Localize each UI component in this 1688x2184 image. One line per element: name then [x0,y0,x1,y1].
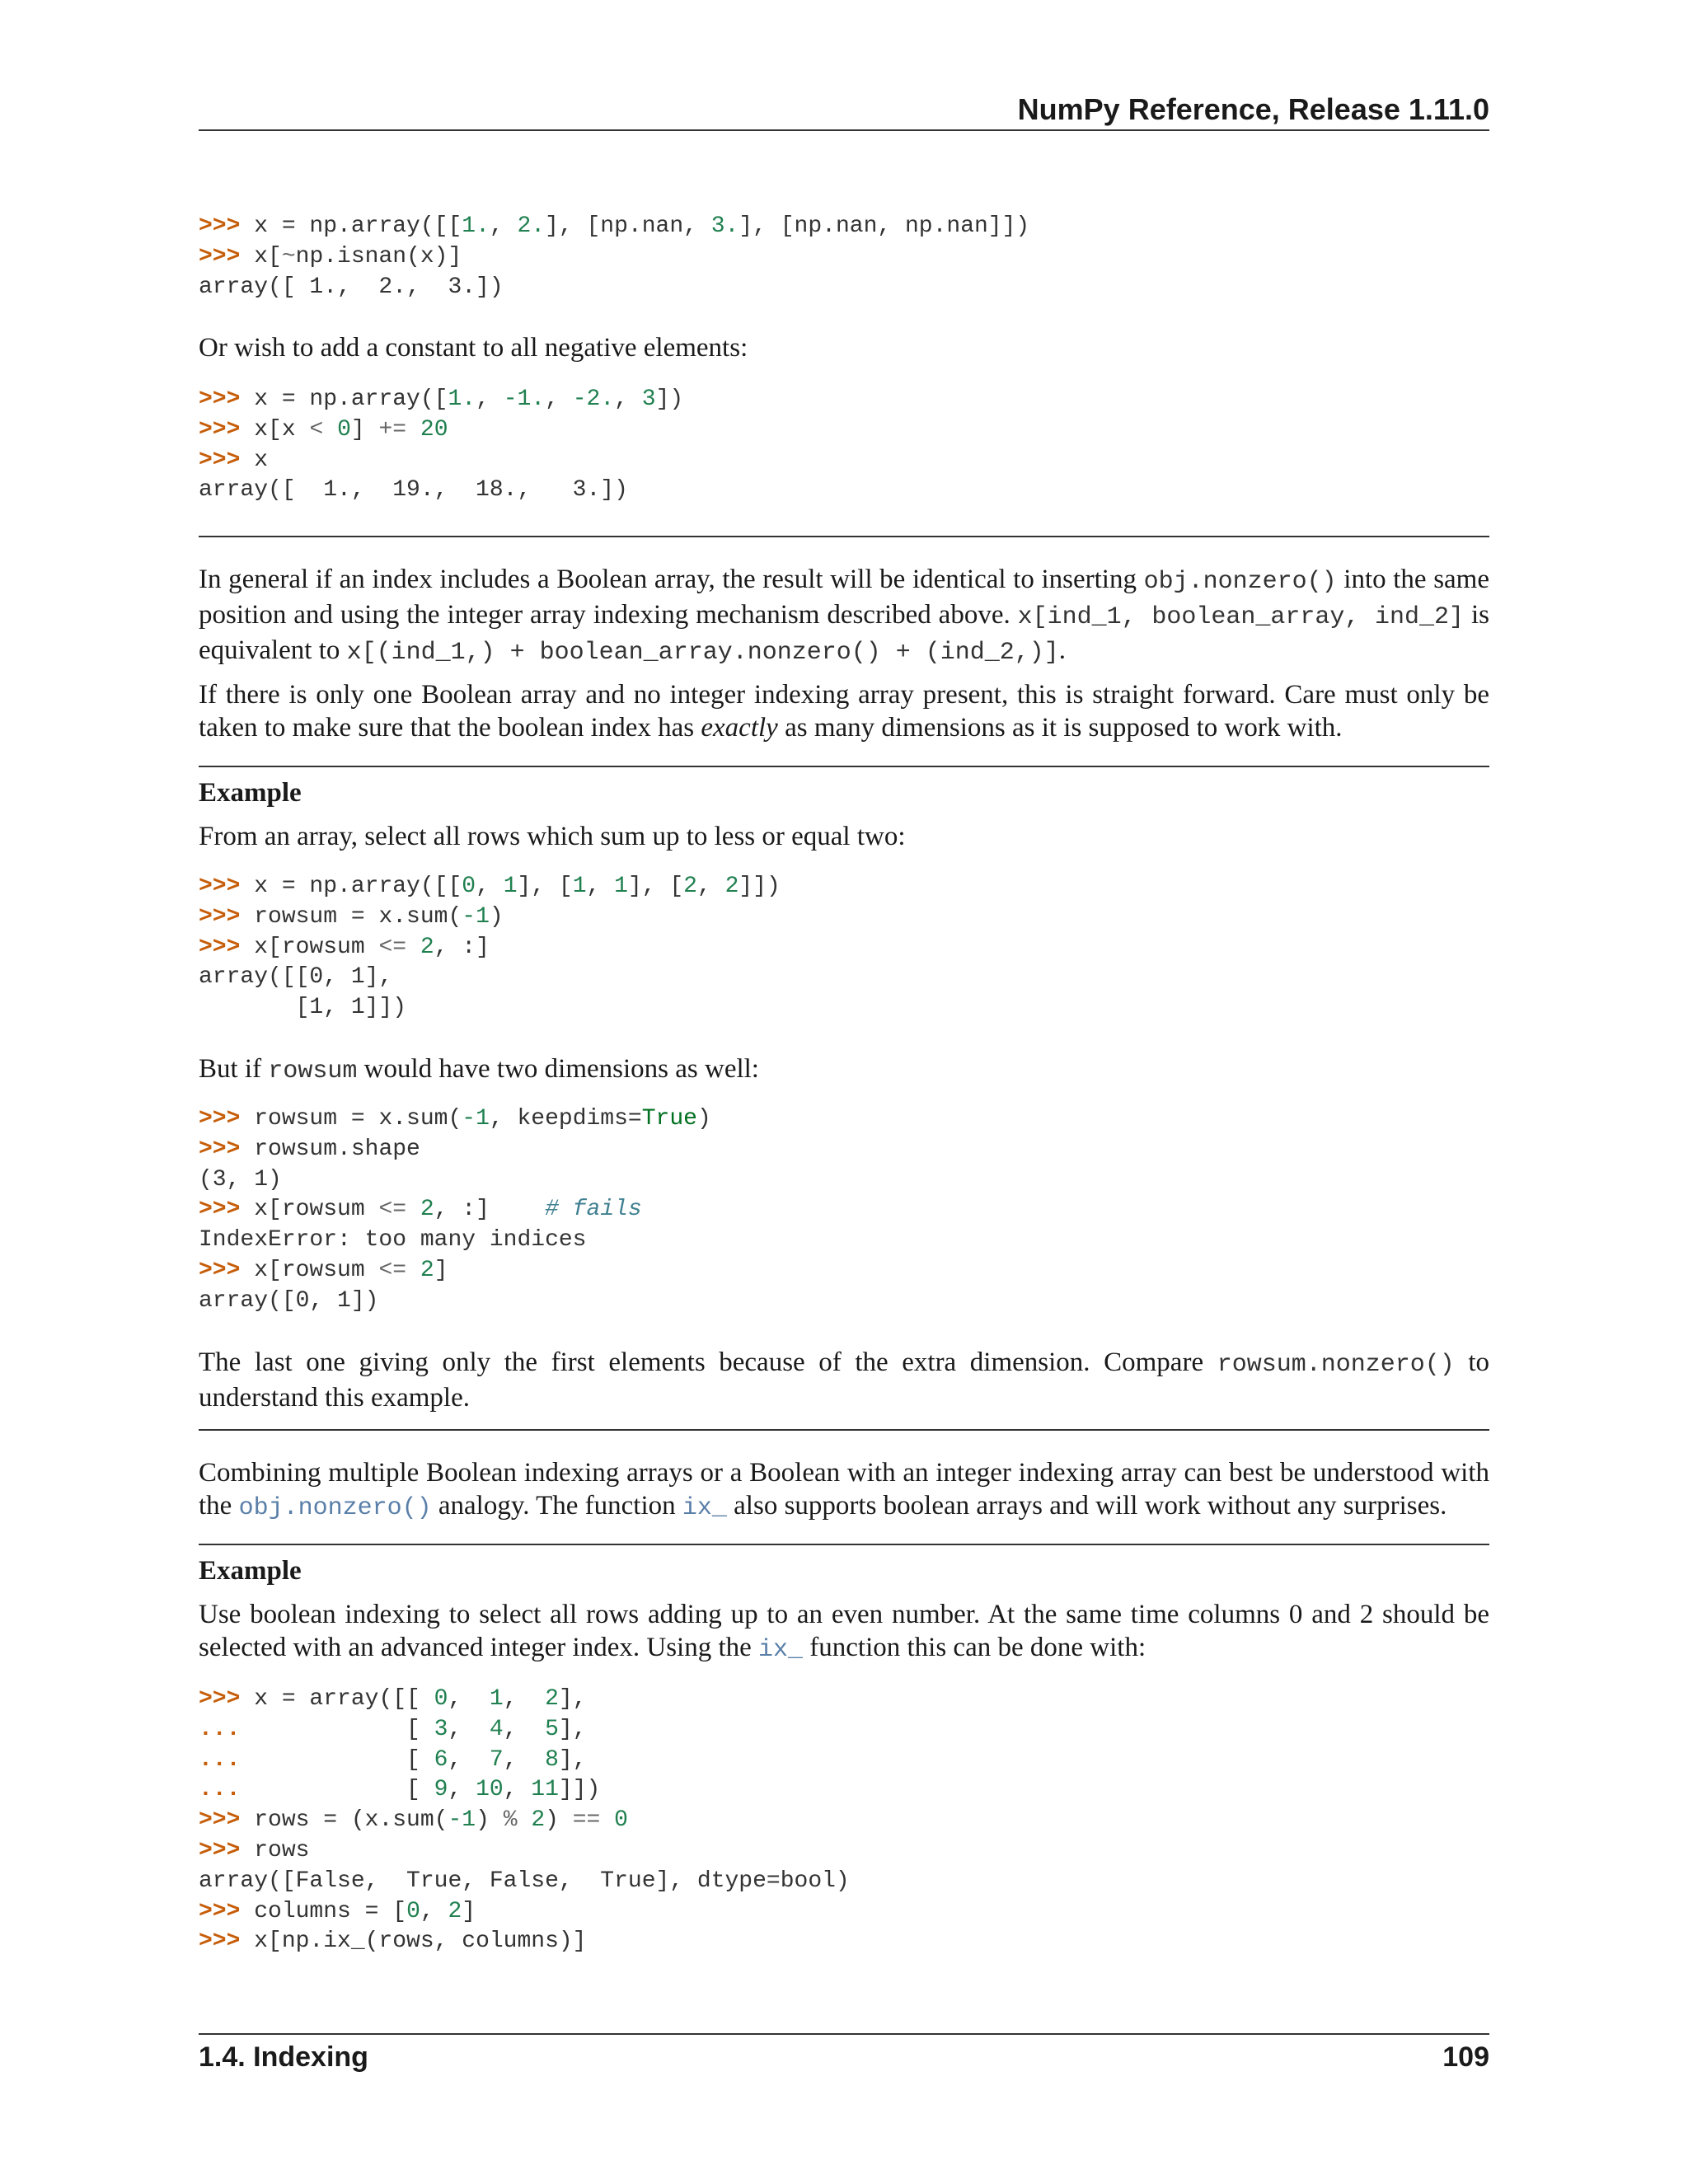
paragraph-combining: Combining multiple Boolean indexing arrays or a Boolean with an integer indexing array can best be understood with the obj.nonzero() analogy. The function ix_ also supports boolean arrays and will work without any surprises. [199,1458,1489,1522]
inline-code: obj.nonzero() [1143,568,1337,596]
code-block-4: >>> rowsum = x.sum(-1, keepdims=True) >>> rowsum.shape (3, 1) >>> x[rowsum <= 2, :] # fails IndexError: too many indices >>> x[rowsum <= 2] array([0, 1]) [199,1106,711,1314]
example-heading: Example [199,1556,302,1586]
code-block-5: >>> x = array([[ 0, 1, 2], ... [ 3, 4, 5], ... [ 6, 7, 8], ... [ 9, 10, 11]]) >>> rows = (x.sum(-1) % 2) == 0 >>> rows array([False, True, False, True], dtype=bool) >>> columns = [0, 2] >>> x[np.ix_(rows, columns)] [199,1686,850,1955]
footer-rule [199,2033,1489,2035]
obj-nonzero-link[interactable]: obj.nonzero() [238,1494,432,1522]
paragraph-general: In general if an index includes a Boolean array, the result will be identical to inserting obj.nonzero() into the same position and using the integer array indexing mechanism described above. x[ind_1, boolean_array, ind_2] is equivalent to x[(ind_1,) + boolean_array.nonzero() + (ind_2,)]. [199,565,1489,667]
example-rule [199,1544,1489,1545]
code-block-2: >>> x = np.array([1., -1., -2., 3]) >>> x[x < 0] += 20 >>> x array([ 1., 19., 18., 3.]) [199,387,684,504]
running-header: NumPy Reference, Release 1.11.0 [1017,92,1489,126]
paragraph-butif: But if rowsum would have two dimensions as well: [199,1054,759,1085]
code-block-3: >>> x = np.array([[0, 1], [1, 1], [2, 2]]) >>> rowsum = x.sum(-1) >>> x[rowsum <= 2, :] array([[0, 1], [1, 1]]) [199,874,781,1021]
section-rule [199,536,1489,537]
paragraph-negative: Or wish to add a constant to all negative elements: [199,333,748,363]
ix-link[interactable]: ix_ [758,1636,804,1664]
header-rule [199,129,1489,131]
page-number: 109 [1442,2041,1489,2073]
code-block-1: >>> x = np.array([[1., 2.], [np.nan, 3.], [np.nan, np.nan]]) >>> x[~np.isnan(x)] array([ 1., 2., 3.]) [199,213,1030,300]
inline-code: x[ind_1, boolean_array, ind_2] [1017,603,1465,631]
section-rule [199,1429,1489,1431]
paragraph-use: Use boolean indexing to select all rows adding up to an even number. At the same time columns 0 and 2 should be selected with an advanced integer index. Using the ix_ function this can be done with: [199,1600,1489,1664]
inline-code: rowsum.nonzero() [1217,1351,1455,1379]
example-rule [199,766,1489,767]
ix-link[interactable]: ix_ [682,1494,727,1522]
paragraph-rows: From an array, select all rows which sum up to less or equal two: [199,822,906,851]
paragraph-only-one: If there is only one Boolean array and no integer indexing array present, this is straight forward. Care must only be taken to make sure that the boolean index has exactly as many dimensions as it is supposed to work with. [199,680,1489,743]
footer-section: 1.4. Indexing [199,2041,368,2073]
paragraph-last: The last one giving only the first elements because of the extra dimension. Compare rowsum.nonzero() to understand this example. [199,1347,1489,1413]
page [199,0,1489,2184]
inline-code: x[(ind_1,) + boolean_array.nonzero() + (ind_2,)] [346,639,1059,667]
example-heading: Example [199,778,302,808]
inline-code: rowsum [268,1057,358,1085]
